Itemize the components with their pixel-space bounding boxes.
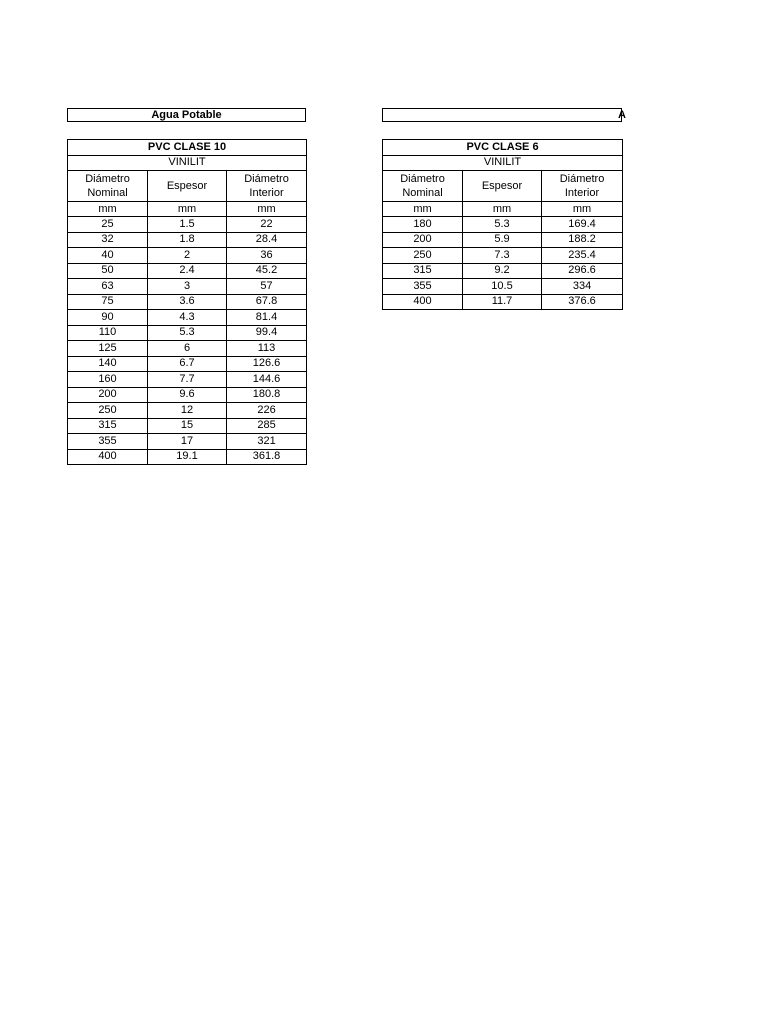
table-cell: 5.3 <box>463 217 542 233</box>
table-cell: 355 <box>383 279 463 295</box>
unit-cell: mm <box>227 202 307 217</box>
table-row <box>68 434 307 450</box>
table-cell: 50 <box>68 263 148 279</box>
table-cell: 7.7 <box>148 372 227 388</box>
table-cell: 250 <box>383 248 463 264</box>
table-cell: 180 <box>383 217 463 233</box>
unit-cell: mm <box>148 202 227 217</box>
table-cell: 17 <box>148 434 227 450</box>
table-cell: 90 <box>68 310 148 326</box>
table-cell: 5.3 <box>148 325 227 341</box>
table-cell: 67.8 <box>227 294 307 310</box>
table-cell: 9.6 <box>148 387 227 403</box>
table-cell: 75 <box>68 294 148 310</box>
table-row <box>68 449 307 465</box>
table-row <box>383 217 623 233</box>
table-cell: 160 <box>68 372 148 388</box>
table-row <box>68 217 307 233</box>
table-cell: 40 <box>68 248 148 264</box>
table-cell: 125 <box>68 341 148 357</box>
column-header-inner-diameter: Diámetro Interior <box>542 171 623 202</box>
table-brand: VINILIT <box>68 155 307 171</box>
table-cell: 110 <box>68 325 148 341</box>
pvc-clase-10-table <box>67 139 307 465</box>
table-cell: 200 <box>383 232 463 248</box>
column-header-nominal-diameter: Diámetro Nominal <box>383 171 463 202</box>
table-row <box>68 387 307 403</box>
unit-cell: mm <box>463 202 542 217</box>
left-section-title: Agua Potable <box>67 108 306 122</box>
table-row <box>383 248 623 264</box>
table-cell: 12 <box>148 403 227 419</box>
table-header: PVC CLASE 10 <box>68 140 307 156</box>
column-header-inner-diameter: Diámetro Interior <box>227 171 307 202</box>
table-row <box>68 372 307 388</box>
table-cell: 3.6 <box>148 294 227 310</box>
table-cell: 9.2 <box>463 263 542 279</box>
table-cell: 315 <box>68 418 148 434</box>
table-cell: 296.6 <box>542 263 623 279</box>
table-cell: 315 <box>383 263 463 279</box>
table-cell: 25 <box>68 217 148 233</box>
pvc-clase-6-table <box>382 139 623 310</box>
table-cell: 36 <box>227 248 307 264</box>
table-cell: 169.4 <box>542 217 623 233</box>
table-cell: 113 <box>227 341 307 357</box>
table-row <box>68 325 307 341</box>
table-row <box>68 263 307 279</box>
table-row <box>68 356 307 372</box>
unit-cell: mm <box>68 202 148 217</box>
table-cell: 99.4 <box>227 325 307 341</box>
table-cell: 45.2 <box>227 263 307 279</box>
table-cell: 11.7 <box>463 294 542 310</box>
table-cell: 140 <box>68 356 148 372</box>
table-cell: 81.4 <box>227 310 307 326</box>
table-cell: 7.3 <box>463 248 542 264</box>
table-cell: 6.7 <box>148 356 227 372</box>
table-cell: 334 <box>542 279 623 295</box>
table-row <box>68 403 307 419</box>
column-header-thickness: Espesor <box>148 171 227 202</box>
table-cell: 355 <box>68 434 148 450</box>
table-cell: 3 <box>148 279 227 295</box>
table-header: PVC CLASE 6 <box>383 140 623 156</box>
table-cell: 10.5 <box>463 279 542 295</box>
column-header-nominal-diameter: Diámetro Nominal <box>68 171 148 202</box>
table-cell: 321 <box>227 434 307 450</box>
table-brand: VINILIT <box>383 155 623 171</box>
table-cell: 180.8 <box>227 387 307 403</box>
table-cell: 400 <box>68 449 148 465</box>
table-cell: 400 <box>383 294 463 310</box>
table-cell: 4.3 <box>148 310 227 326</box>
table-row <box>383 232 623 248</box>
table-cell: 226 <box>227 403 307 419</box>
table-row <box>68 341 307 357</box>
table-cell: 2.4 <box>148 263 227 279</box>
table-cell: 250 <box>68 403 148 419</box>
table-row <box>68 232 307 248</box>
table-cell: 28.4 <box>227 232 307 248</box>
table-cell: 22 <box>227 217 307 233</box>
table-cell: 2 <box>148 248 227 264</box>
table-cell: 1.5 <box>148 217 227 233</box>
table-cell: 1.8 <box>148 232 227 248</box>
right-section-title <box>382 108 626 122</box>
column-header-thickness: Espesor <box>463 171 542 202</box>
right-section-title-text: A <box>618 109 626 121</box>
table-row <box>68 248 307 264</box>
table-cell: 200 <box>68 387 148 403</box>
table-cell: 285 <box>227 418 307 434</box>
table-cell: 235.4 <box>542 248 623 264</box>
table-cell: 6 <box>148 341 227 357</box>
table-cell: 15 <box>148 418 227 434</box>
table-row <box>383 279 623 295</box>
unit-cell: mm <box>383 202 463 217</box>
table-row <box>68 418 307 434</box>
table-cell: 144.6 <box>227 372 307 388</box>
table-cell: 32 <box>68 232 148 248</box>
table-row <box>68 279 307 295</box>
table-cell: 19.1 <box>148 449 227 465</box>
table-cell: 5.9 <box>463 232 542 248</box>
table-row <box>383 263 623 279</box>
table-row <box>68 310 307 326</box>
table-cell: 126.6 <box>227 356 307 372</box>
table-cell: 57 <box>227 279 307 295</box>
table-cell: 361.8 <box>227 449 307 465</box>
table-cell: 63 <box>68 279 148 295</box>
table-cell: 188.2 <box>542 232 623 248</box>
unit-cell: mm <box>542 202 623 217</box>
table-cell: 376.6 <box>542 294 623 310</box>
table-row <box>68 294 307 310</box>
table-row <box>383 294 623 310</box>
